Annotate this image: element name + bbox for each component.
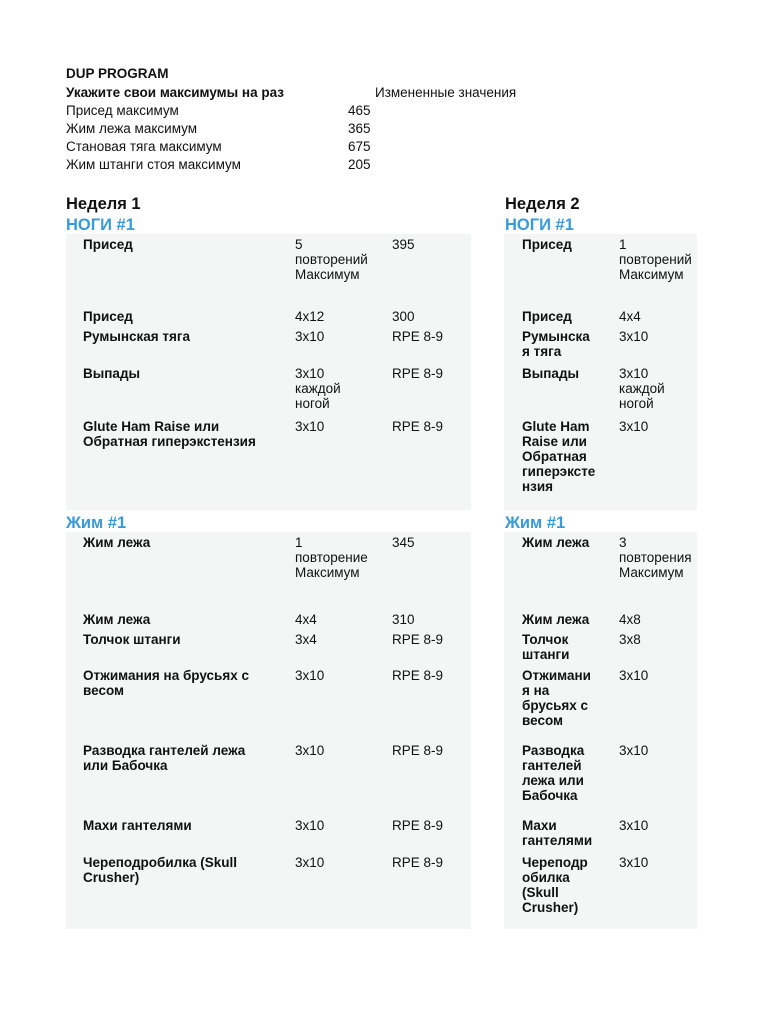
exercise-name: Glute Ham Raise или Обратная гиперэкстензия xyxy=(83,419,256,449)
table-row xyxy=(66,416,471,513)
exercise-name: Жим лежа xyxy=(522,612,590,627)
exercise-scheme: 3x10 каждой ногой xyxy=(619,366,665,411)
table-row xyxy=(66,815,471,855)
exercise-scheme: 3x8 xyxy=(619,632,641,647)
exercise-scheme: 4x8 xyxy=(619,612,641,627)
week2-legs-title: НОГИ #1 xyxy=(505,216,574,234)
exercise-scheme: 3x10 xyxy=(295,818,325,833)
max-label-bench: Жим лежа максимум xyxy=(66,121,198,136)
exercise-value: 300 xyxy=(392,309,415,324)
exercise-name: Жим лежа xyxy=(522,535,590,550)
exercise-value: RPE 8-9 xyxy=(392,818,444,833)
exercise-name: Присед xyxy=(522,237,572,252)
table-row xyxy=(504,665,697,743)
exercise-value: RPE 8-9 xyxy=(392,855,444,870)
exercise-name: Череподр обилка (Skull Crusher) xyxy=(522,855,588,915)
exercise-name: Glute Ham Raise или Обратная гиперэксте нзия xyxy=(522,419,596,494)
exercise-name: Махи гантелями xyxy=(522,818,593,848)
max-value-deadlift: 675 xyxy=(348,139,371,154)
exercise-scheme: 4x4 xyxy=(619,309,641,324)
table-row xyxy=(504,815,697,855)
exercise-scheme: 1 повторений Максимум xyxy=(619,237,692,282)
exercise-scheme: 3x10 xyxy=(619,818,649,833)
table-row xyxy=(504,532,697,612)
exercise-scheme: 3x10 xyxy=(295,329,325,344)
exercise-scheme: 4x4 xyxy=(295,612,317,627)
changed-values-label: Измененные значения xyxy=(375,85,517,100)
exercise-scheme: 3x4 xyxy=(295,632,317,647)
week1-legs-title: НОГИ #1 xyxy=(66,216,135,234)
table-row xyxy=(66,629,471,668)
max-value-ohp: 205 xyxy=(348,157,371,172)
exercise-scheme: 3x10 xyxy=(619,419,649,434)
exercise-name: Выпады xyxy=(83,366,141,381)
exercise-name: Румынская тяга xyxy=(83,329,191,344)
exercise-scheme: 3x10 xyxy=(619,329,649,344)
table-row xyxy=(504,326,697,366)
exercise-name: Отжимани я на брусьях с весом xyxy=(522,668,591,728)
exercise-name: Присед xyxy=(522,309,572,324)
table-row xyxy=(66,326,471,366)
table-row xyxy=(66,852,471,932)
exercise-value: RPE 8-9 xyxy=(392,366,444,381)
exercise-value: 310 xyxy=(392,612,415,627)
table-row xyxy=(66,740,471,818)
exercise-name: Разводка гантелей лежа или Бабочка xyxy=(83,743,246,773)
program-title: DUP PROGRAM xyxy=(66,66,169,81)
exercise-name: Присед xyxy=(83,309,133,324)
week2-title: Неделя 2 xyxy=(505,195,580,213)
exercise-scheme: 3x10 xyxy=(619,855,649,870)
exercise-name: Махи гантелями xyxy=(83,818,192,833)
max-label-ohp: Жим штанги стоя максимум xyxy=(66,157,241,172)
max-label-deadlift: Становая тяга максимум xyxy=(66,139,222,154)
exercise-value: RPE 8-9 xyxy=(392,743,444,758)
exercise-scheme: 3x10 xyxy=(619,743,649,758)
table-row xyxy=(504,852,697,932)
exercise-scheme: 3x10 xyxy=(295,855,325,870)
exercise-value: 395 xyxy=(392,237,415,252)
max-label-squat: Присед максимум xyxy=(66,103,179,118)
exercise-scheme: 3x10 xyxy=(619,668,649,683)
table-row xyxy=(66,363,471,419)
exercise-value: RPE 8-9 xyxy=(392,632,444,647)
exercise-scheme: 1 повторение Максимум xyxy=(295,535,368,580)
max-prompt: Укажите свои максимумы на раз xyxy=(66,85,284,100)
exercise-name: Отжимания на брусьях с весом xyxy=(83,668,249,698)
exercise-name: Толчок штанги xyxy=(83,632,181,647)
table-row xyxy=(66,532,471,612)
table-row xyxy=(504,363,697,419)
table-row xyxy=(504,234,697,309)
max-value-bench: 365 xyxy=(348,121,371,136)
exercise-value: RPE 8-9 xyxy=(392,668,444,683)
table-row xyxy=(504,629,697,668)
exercise-value: 345 xyxy=(392,535,415,550)
table-row xyxy=(504,416,697,513)
exercise-name: Жим лежа xyxy=(83,612,151,627)
week2-press-title: Жим #1 xyxy=(505,514,566,532)
exercise-scheme: 3x10 каждой ногой xyxy=(295,366,341,411)
exercise-scheme: 3 повторения Максимум xyxy=(619,535,692,580)
exercise-name: Присед xyxy=(83,237,133,252)
exercise-scheme: 3x10 xyxy=(295,419,325,434)
table-row xyxy=(66,234,471,309)
exercise-name: Череподробилка (Skull Crusher) xyxy=(83,855,238,885)
week1-press-title: Жим #1 xyxy=(66,514,127,532)
exercise-name: Толчок штанги xyxy=(522,632,570,662)
exercise-name: Жим лежа xyxy=(83,535,151,550)
exercise-scheme: 3x10 xyxy=(295,743,325,758)
exercise-scheme: 5 повторений Максимум xyxy=(295,237,368,282)
max-value-squat: 465 xyxy=(348,103,371,118)
exercise-scheme: 4x12 xyxy=(295,309,325,324)
exercise-name: Выпады xyxy=(522,366,580,381)
table-row xyxy=(504,740,697,818)
exercise-scheme: 3x10 xyxy=(295,668,325,683)
exercise-name: Разводка гантелей лежа или Бабочка xyxy=(522,743,585,803)
exercise-value: RPE 8-9 xyxy=(392,329,444,344)
table-row xyxy=(66,665,471,743)
week1-title: Неделя 1 xyxy=(66,195,141,213)
exercise-value: RPE 8-9 xyxy=(392,419,444,434)
exercise-name: Румынска я тяга xyxy=(522,329,590,359)
